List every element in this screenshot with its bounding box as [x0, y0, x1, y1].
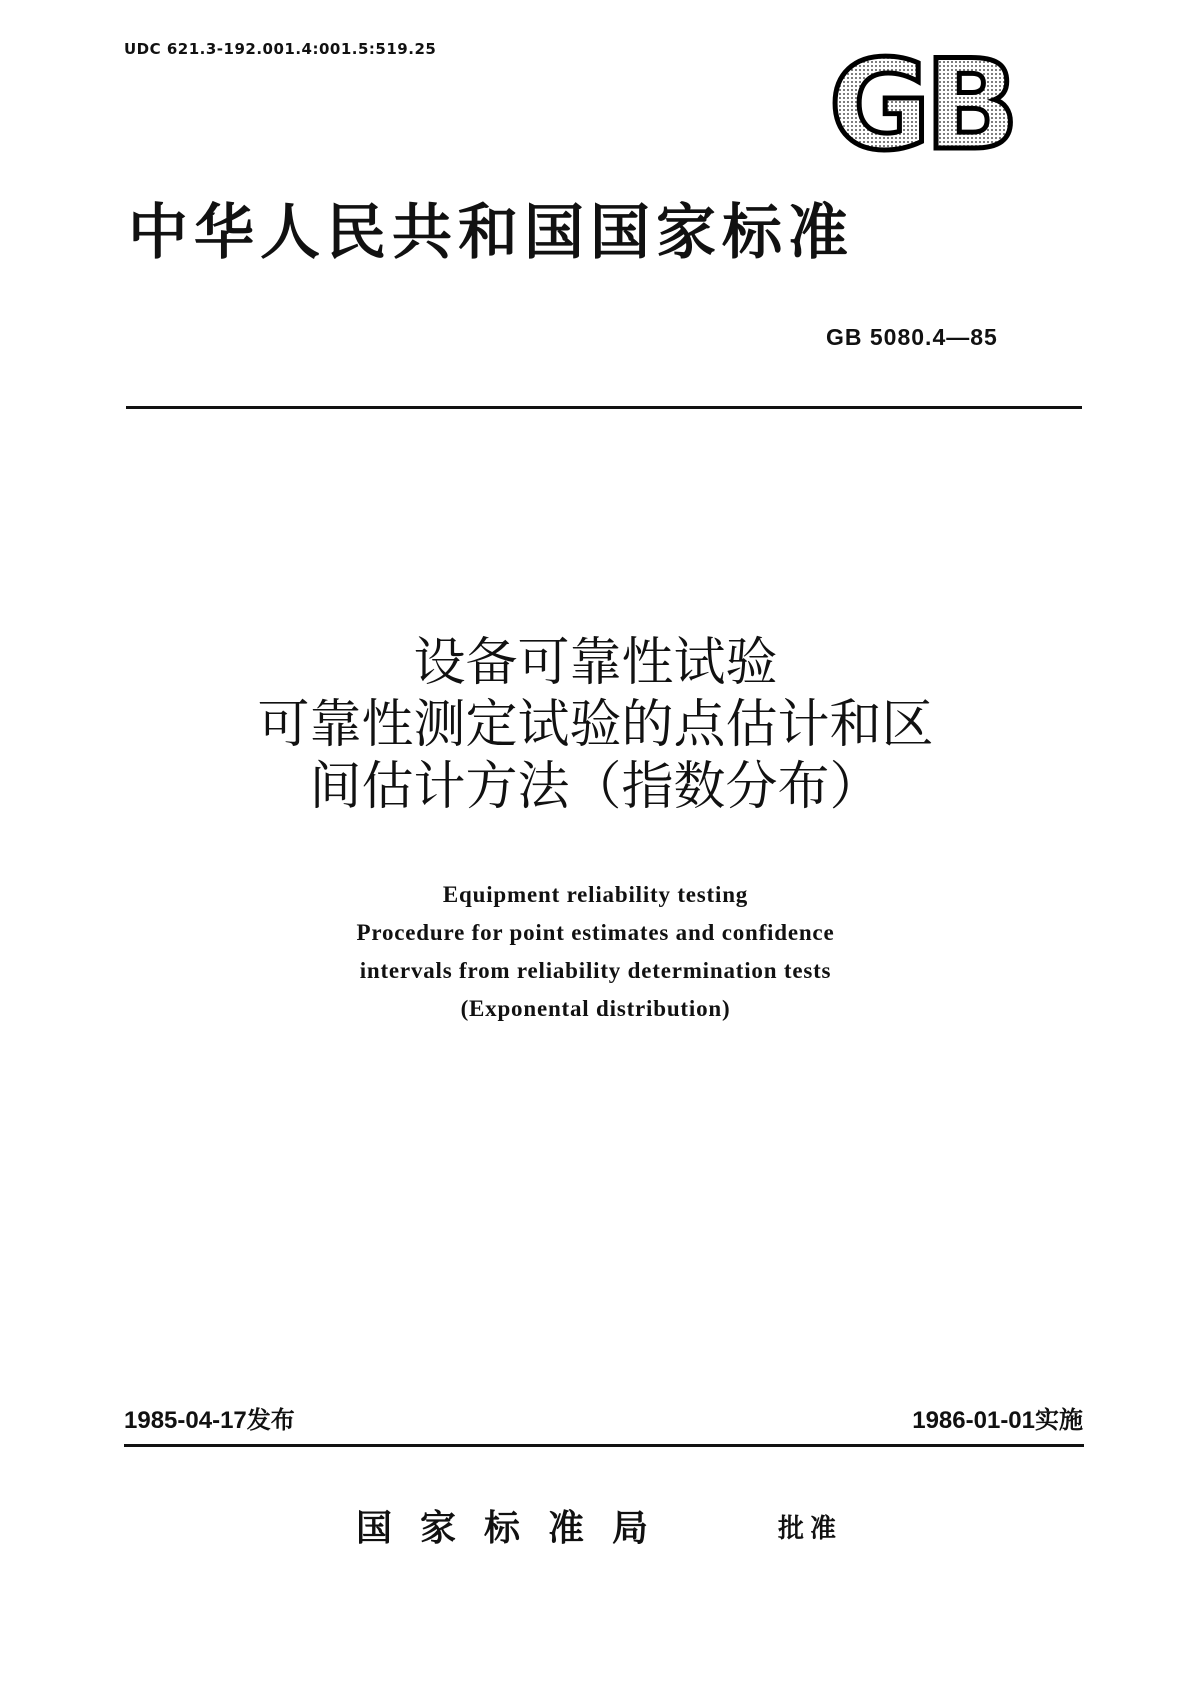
- english-title-line-4: (Exponental distribution): [460, 996, 731, 1021]
- chinese-title-line-2: 可靠性测定试验的点估计和区: [257, 695, 934, 755]
- english-title: [0, 876, 1191, 1028]
- gb-logo: [806, 48, 1036, 166]
- english-title-line-3: intervals from reliability determination tests: [359, 958, 832, 983]
- top-divider: [126, 406, 1082, 409]
- chinese-title: [0, 632, 1191, 818]
- chinese-title-line-3: 间估计方法（指数分布）: [309, 757, 882, 817]
- bottom-divider: [124, 1444, 1084, 1447]
- english-title-line-1: Equipment reliability testing: [442, 882, 749, 907]
- issue-date: 1985-04-17发布: [124, 1407, 295, 1434]
- issuing-authority: 国家标准局: [356, 1507, 677, 1549]
- english-title-line-2: Procedure for point estimates and confidence: [356, 920, 835, 945]
- national-standard-title: 中华人民共和国国家标准: [128, 198, 854, 268]
- udc-code: UDC 621.3-192.001.4:001.5:519.25: [124, 40, 437, 58]
- implementation-date: 1986-01-01实施: [912, 1407, 1083, 1434]
- chinese-title-line-1: 设备可靠性试验: [413, 633, 778, 693]
- standard-number: GB 5080.4—85: [826, 324, 998, 350]
- approval-label: 批准: [778, 1514, 843, 1544]
- gb-logo-text: GB: [828, 48, 1014, 166]
